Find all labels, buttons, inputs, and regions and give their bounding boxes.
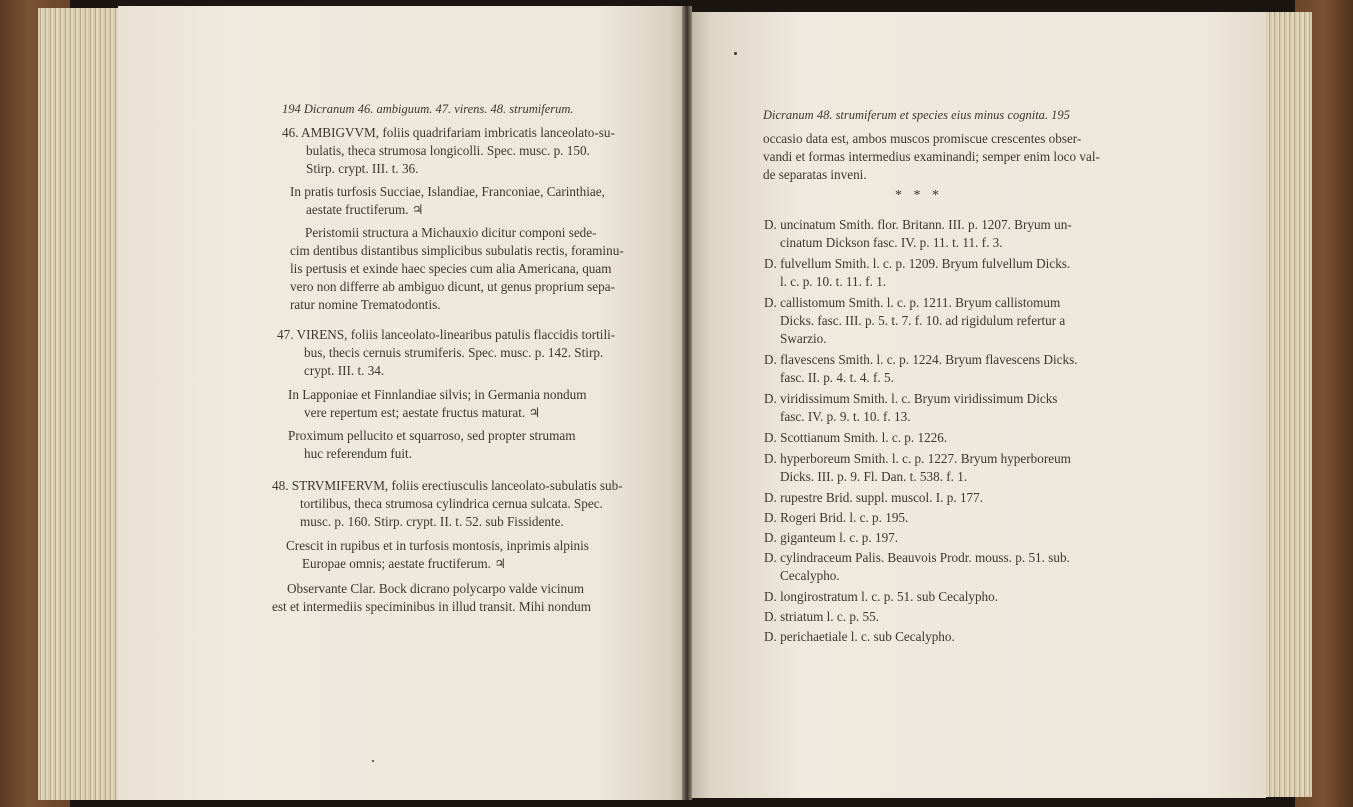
- text-line: bulatis, theca strumosa longicolli. Spec. musc. p. 150.: [306, 143, 590, 158]
- text-line: cim dentibus distantibus simplicibus subulatis rectis, foraminu-: [290, 243, 624, 258]
- text-line: vere repertum est; aestate fructus maturat. ♃: [304, 405, 541, 420]
- text-line: Proximum pellucito et squarroso, sed propter strumam: [288, 428, 576, 443]
- text-line: crypt. III. t. 34.: [304, 363, 385, 378]
- section-stars: * * *: [895, 188, 943, 203]
- text-line: Dicks. fasc. III. p. 5. t. 7. f. 10. ad rigidulum refertur a: [780, 313, 1066, 328]
- text-line: D. callistomum Smith. l. c. p. 1211. Bryum callistomum: [764, 295, 1061, 310]
- text-line: l. c. p. 10. t. 11. f. 1.: [780, 274, 887, 289]
- print-speck: [372, 760, 374, 762]
- text-line: occasio data est, ambos muscos promiscue crescentes obser-: [763, 131, 1082, 146]
- left-page-block: [38, 8, 120, 800]
- text-line: huc referendum fuit.: [304, 446, 413, 461]
- right-page-block: [1262, 12, 1312, 797]
- text-line: Swarzio.: [780, 331, 827, 346]
- text-line: Peristomii structura a Michauxio dicitur componi sede-: [305, 225, 597, 240]
- text-line: Europae omnis; aestate fructiferum. ♃: [302, 556, 507, 571]
- text-line: est et intermediis speciminibus in illud transit. Mihi nondum: [272, 599, 592, 614]
- text-line: Crescit in rupibus et in turfosis montosis, inprimis alpinis: [286, 538, 589, 553]
- text-line: fasc. IV. p. 9. t. 10. f. 13.: [780, 409, 911, 424]
- text-line: D. rupestre Brid. suppl. muscol. I. p. 177.: [764, 490, 984, 505]
- text-line: musc. p. 160. Stirp. crypt. II. t. 52. sub Fissidente.: [300, 514, 564, 529]
- text-line: vandi et formas intermedius examinandi; semper enim loco val-: [763, 149, 1100, 164]
- text-line: Dicks. III. p. 9. Fl. Dan. t. 538. f. 1.: [780, 469, 968, 484]
- text-line: lis pertusis et exinde haec species cum alia Americana, quam: [290, 261, 612, 276]
- text-line: bus, thecis cernuis strumiferis. Spec. musc. p. 142. Stirp.: [304, 345, 604, 360]
- text-line: vero non differre ab ambiguo dicunt, ut genus proprium sepa-: [290, 279, 615, 294]
- print-speck: [734, 52, 737, 55]
- text-line: D. giganteum l. c. p. 197.: [764, 530, 899, 545]
- book-gutter: [682, 6, 692, 800]
- text-line: D. cylindraceum Palis. Beauvois Prodr. mouss. p. 51. sub.: [764, 550, 1070, 565]
- text-line: D. uncinatum Smith. flor. Britann. III. p. 1207. Bryum un-: [764, 217, 1072, 232]
- left-running-header: 194 Dicranum 46. ambiguum. 47. virens. 48. strumiferum.: [282, 102, 574, 116]
- text-line: In pratis turfosis Succiae, Islandiae, Franconiae, Carinthiae,: [290, 184, 605, 199]
- text-line: Cecalypho.: [780, 568, 840, 583]
- text-line: 47. VIRENS, foliis lanceolato-linearibus patulis flaccidis tortili-: [277, 327, 616, 342]
- text-line: D. hyperboreum Smith. l. c. p. 1227. Bryum hyperboreum: [764, 451, 1071, 466]
- text-line: 46. AMBIGVVM, foliis quadrifariam imbricatis lanceolato-su-: [282, 125, 615, 140]
- text-line: Stirp. crypt. III. t. 36.: [306, 161, 419, 176]
- text-line: cinatum Dickson fasc. IV. p. 11. t. 11. f. 3.: [780, 235, 1003, 250]
- text-line: D. Rogeri Brid. l. c. p. 195.: [764, 510, 909, 525]
- text-line: fasc. II. p. 4. t. 4. f. 5.: [780, 370, 894, 385]
- text-line: In Lapponiae et Finnlandiae silvis; in Germania nondum: [288, 387, 587, 402]
- text-line: D. flavescens Smith. l. c. p. 1224. Bryum flavescens Dicks.: [764, 352, 1078, 367]
- text-line: D. fulvellum Smith. l. c. p. 1209. Bryum fulvellum Dicks.: [764, 256, 1071, 271]
- text-line: D. viridissimum Smith. l. c. Bryum viridissimum Dicks: [764, 391, 1058, 406]
- text-line: ratur nomine Trematodontis.: [290, 297, 441, 312]
- text-line: tortilibus, theca strumosa cylindrica cernua sulcata. Spec.: [300, 496, 603, 511]
- text-line: de separatas inveni.: [763, 167, 867, 182]
- text-line: D. Scottianum Smith. l. c. p. 1226.: [764, 430, 948, 445]
- text-line: D. longirostratum l. c. p. 51. sub Cecalypho.: [764, 589, 999, 604]
- text-line: 48. STRVMIFERVM, foliis erectiusculis lanceolato-subulatis sub-: [272, 478, 623, 493]
- text-line: D. striatum l. c. p. 55.: [764, 609, 880, 624]
- text-line: aestate fructiferum. ♃: [306, 202, 424, 217]
- text-line: Observante Clar. Bock dicrano polycarpo valde vicinum: [287, 581, 584, 596]
- text-line: D. perichaetiale l. c. sub Cecalypho.: [764, 629, 955, 644]
- right-running-header: Dicranum 48. strumiferum et species eius minus cognita. 195: [763, 108, 1070, 122]
